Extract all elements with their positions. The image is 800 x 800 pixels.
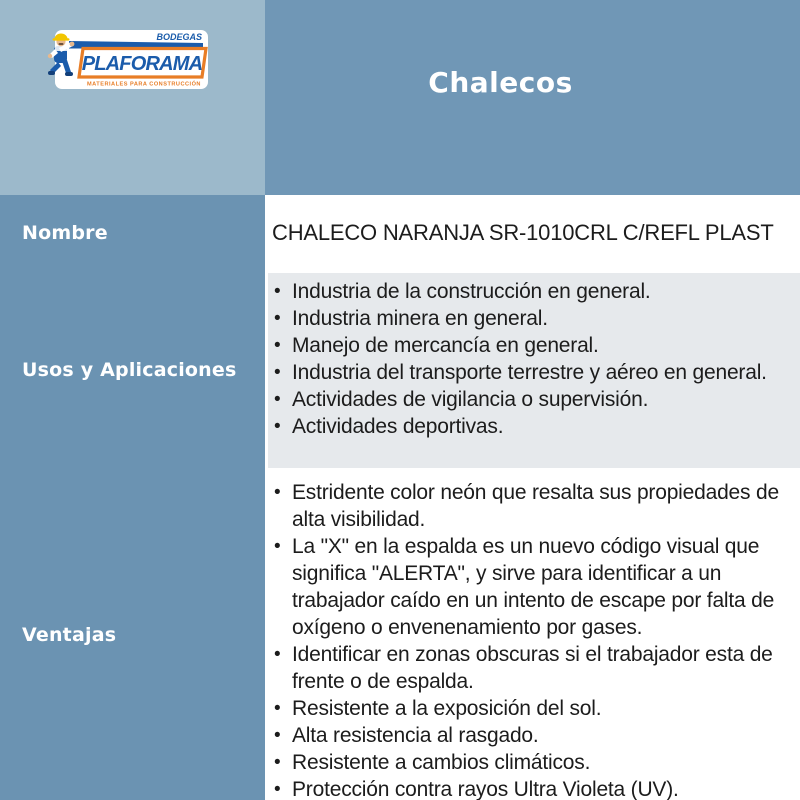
row-label-usos: Usos y Aplicaciones xyxy=(22,359,237,381)
row-label-ventajas: Ventajas xyxy=(22,624,117,646)
row-label-nombre: Nombre xyxy=(22,221,108,244)
list-item: • Industria minera en general. xyxy=(274,305,790,332)
list-item: • Manejo de mercancía en general. xyxy=(274,332,790,359)
list-item: • Resistente a la exposición del sol. xyxy=(274,695,790,722)
list-item: • Identificar en zonas obscuras si el trabajador esta de frente o de espalda. xyxy=(274,641,790,695)
list-item: • Protección contra rayos Ultra Violeta (UV). xyxy=(274,776,790,800)
logo-bodegas-text: BODEGAS xyxy=(156,32,202,42)
list-item: • Actividades deportivas. xyxy=(274,413,790,440)
list-item: • Resistente a cambios climáticos. xyxy=(274,749,790,776)
logo-tagline-text: MATERIALES PARA CONSTRUCCIÓN xyxy=(87,81,201,88)
product-name-value: CHALECO NARANJA SR-1010CRL C/REFL PLAST xyxy=(268,195,800,270)
ventajas-cell xyxy=(268,472,800,800)
logo-plaforama-text: PLAFORAMA xyxy=(81,53,203,75)
ventajas-list xyxy=(268,479,800,800)
list-item: • Actividades de vigilancia o supervisión. xyxy=(274,386,790,413)
logo-cell xyxy=(0,0,265,195)
usos-list xyxy=(268,278,800,440)
list-item: • Alta resistencia al rasgado. xyxy=(274,722,790,749)
page-title: Chalecos xyxy=(428,66,573,99)
usos-cell xyxy=(268,273,800,468)
list-item: • Industria del transporte terrestre y aéreo en general. xyxy=(274,359,790,386)
header xyxy=(265,0,800,195)
list-item: • Industria de la construcción en general. xyxy=(274,278,790,305)
list-item: • Estridente color neón que resalta sus propiedades de alta visibilidad. xyxy=(274,479,790,533)
list-item: • La "X" en la espalda es un nuevo código visual que significa "ALERTA", y sirve para identificar a un trabajador caído en un intento de escape por falta de oxígeno o envenenamiento por gases. xyxy=(274,533,790,641)
plaforama-logo-icon xyxy=(45,29,210,91)
